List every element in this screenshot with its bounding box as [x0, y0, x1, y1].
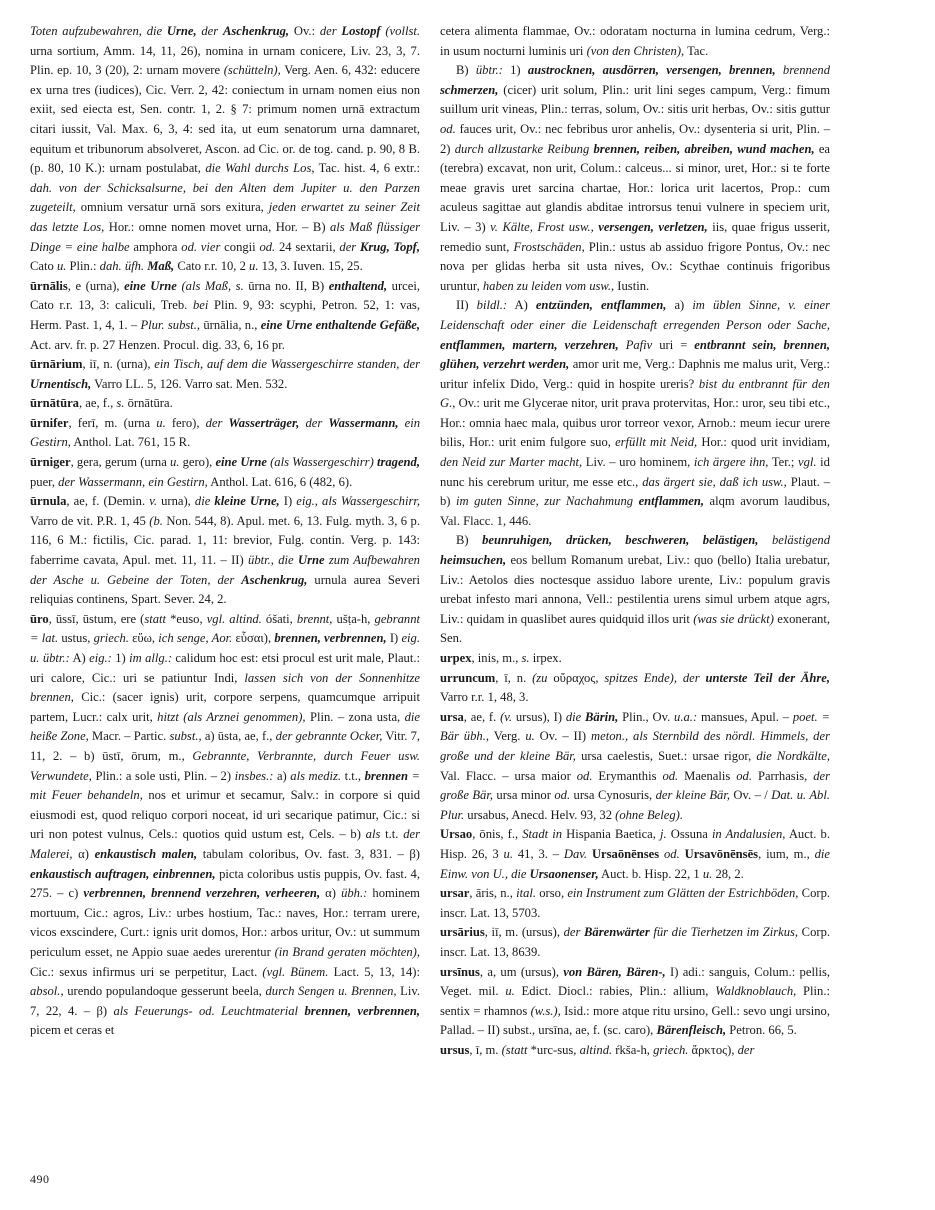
dictionary-entry: ūrnifer, ferī, m. (urna u. fero), der Wasserträger, der Wassermann, ein Gestirn, Anthol. Lat. 761, 15 R.	[30, 415, 420, 450]
dictionary-entry: Ursao, ōnis, f., Stadt in Hispania Baetica, j. Ossuna in Andalusien, Auct. b. Hisp. 26, 3 u. 41, 3. – Dav. Ursaōnēnses od. Ursavōnēnsēs, ium, m., die Einw. von U., die Ursaonenser, Auct. b. Hisp. 22, 1 u. 28, 2.	[440, 827, 830, 881]
dictionary-entry: B) beunruhigen, drücken, beschweren, belästigen, belästigend heimsuchen, eos bellum Romanum urebat, Liv.: quo (bello) Italia urebatur, Liv.: Aetolos dies noctesque assiduo labore urente, Liv.: populum gravis urebat infesto mari annona, Vell.: pestilentia urens simul urbem atque agrs, Liv.: quidam in quaslibet aures quidquid illos urit (was sie drückt) exonerant, Sen.	[440, 533, 831, 646]
dictionary-entry: urruncum, ī, n. (zu οὔραχος, spitzes Ende), der unterste Teil der Ähre, Varro r.r. 1, 48, 3.	[440, 670, 831, 705]
dictionary-entry: B) übtr.: 1) austrocknen, ausdörren, versengen, brennen, brennend schmerzen, (cicer) urit solum, Plin.: urit lini seges campum, Verg.: fimum suillum urit vineas, Plin.: terras, solum, Ov.: sitis urit herbas, Ov.: sitis guttur od. fauces urit, Ov.: nec febribus uror anhelis, Ov.: dysenteria si urit, Plin. – 2) durch allzustarke Reibung brennen, reiben, abreiben, wund machen, ea (terebra) excavat, non urit, Colum.: calceus... si minor, uret, Hor.: si te forte meae gravis uret sarcina chartae, Hor.: lorica urit lacertos, Prop.: cum aculeus sagittae aut glandis abditae introrsus tenui vulnere in speciem urit, Liv. – 3) v. Kälte, Frost usw., versengen, verletzen, iis, quae frigus usserit, remedio sunt, Frostschäden, Plin.: ustus ab assiduo frigore Pontus, Ov.: nec nova per glidas herba sit usta nives, Ov.: Scythae continuis frigoribus uruntur, haben zu leiden vom usw., Iustin.	[440, 63, 831, 293]
left-column	[30, 22, 420, 1041]
right-column	[440, 22, 830, 1060]
dictionary-entry: ūrnātūra, ae, f., s. ōrnātūra.	[30, 396, 173, 411]
dictionary-entry: ūrnārium, iī, n. (urna), ein Tisch, auf dem die Wassergeschirre standen, der Urnentisch, Varro LL. 5, 126. Varro sat. Men. 532.	[30, 357, 420, 391]
dictionary-entry: ūrnālis, e (urna), eine Urne (als Maß, s. ūrna no. II, B) enthaltend, urcei, Cato r.r. 13, 3: caliculi, Treb. bei Plin. 9, 93: scyphi, Petron. 52, 1: vas, Herm. Past. 1, 4, 1. – Plur. subst., ūrnālia, n., eine Urne enthaltende Gefäße, Act. arv. fr. p. 27 Henzen. Procul. dig. 33, 6, 16 pr.	[30, 278, 420, 352]
page-number: 490	[30, 1172, 50, 1186]
dictionary-entry: urpex, inis, m., s. irpex.	[440, 651, 562, 665]
dictionary-entry: ūrnula, ae, f. (Demin. v. urna), die kleine Urne, I) eig., als Wassergeschirr, Varro de vit. P.R. 1, 45 (b. Non. 544, 8). Apul. met. 6, 13. Fulg. myth. 3, 6 p. 116, 6 M.: fictilis, Cic. parad. 1, 11: brevior, Fulg. contin. Verg. p. 143: faberrime cavata, Apul. met. 11, 11. – II) übtr., die Urne zum Aufbewahren der Asche u. Gebeine der Toten, der Aschenkrug, urnula aurea Severi reliquias continens, Spart. Sever. 24, 2.	[30, 494, 420, 607]
dictionary-entry: ursārius, iī, m. (ursus), der Bärenwärter für die Tierhetzen im Zirkus, Corp. inscr. Lat. 13, 8639.	[440, 925, 831, 959]
dictionary-entry: ursa, ae, f. (v. ursus), I) die Bärin, Plin., Ov. u.a.: mansues, Apul. – poet. = Bär übh., Verg. u. Ov. – II) meton., als Sternbild des nördl. Himmels, der große und der kleine Bär, ursa caelestis, Suet.: ursae rigor, die Nordkälte, Val. Flacc. – ursa maior od. Erymanthis od. Maenalis od. Parrhasis, der große Bär, ursa minor od. ursa Cynosuris, der kleine Bär, Ov. – / Dat. u. Abl. Plur. ursabus, Anecd. Helv. 93, 32 (ohne Beleg).	[440, 709, 831, 822]
dictionary-entry: ursus, ī, m. (statt *urc-sus, altind. ŕkša-h, griech. ἄρκτος), der	[440, 1042, 755, 1057]
dictionary-entry: ūro, ūssī, ūstum, ere (statt *euso, vgl. altind. óšati, brennt, ušṭa-h, gebrannt = lat. ustus, griech. εὕω, ich senge, Aor. εὗσαι), brennen, verbrennen, I) eig. u. übtr.: A) eig.: 1) im allg.: calidum hoc est: etsi procul est urit male, Plaut.: uri calore, Cic.: uri se patiuntur Indi, lassen sich von der Sonnenhitze brennen, Cic.: (sacer ignis) urit, corpore serpens, quamcumque arripuit partem, Lucr.: calx urit, hitzt (als Arznei genommen), Plin. – zona usta, die heiße Zone, Macr. – Partic. subst., a) ūsta, ae, f., der gebrannte Ocker, Vitr. 7, 11, 2. – b) ūstī, ōrum, m., Gebrannte, Verbrannte, durch Feuer usw. Verwundete, Plin.: a sole usti, Plin. – 2) insbes.: a) als mediz. t.t., brennen = mit Feuer behandeln, nos et urimur et secamur, Salv.: in corpore si quid eiusmodi est, quod reliquo corpori noceat, id uri secarique patimur, Cic.: si uri non potest vulnus, Cels.: quotios quid ustum est, Cels. – b) als t.t. der Malerei, α) enkaustisch malen, tabulam coloribus, Ov. fast. 3, 831. – β) enkaustisch auftragen, einbrennen, picta coloribus ustis puppis, Ov. fast. 4, 275. – c) verbrennen, brennend verzehren, verheeren, α) übh.: hominem mortuum, Cic.: agros, Liv.: urbes hostium, Tac.: naves, Hor.: terram urere, vicos exscindere, Curt.: ignis urit domos, Hor.: arbos uritur, Ov.: ut summum periculum esset, ne Appio suae aedes urerentur (in Brand geraten möchten), Cic.: sexus infirmus uri se perpetitur, Lact. (vgl. Bünem. Lact. 5, 13, 14): absol., urendo populandoque gesserunt beela, durch Sengen u. Brennen, Liv. 7, 22, 4. – β) als Feuerungs- od. Leuchtmaterial brennen, verbrennen, picem et ceras et	[30, 611, 421, 1038]
dictionary-entry: ursīnus, a, um (ursus), von Bären, Bären-, I) adi.: sanguis, Colum.: pellis, Veget. mil. u. Edict. Diocl.: rabies, Plin.: allium, Waldknoblauch, Plin.: sentix = rhamnos (w.s.), Isid.: more atque ritu ursino, Gell.: sevo ungi ursino, Pallad. – II) subst., ursīna, ae, f. (sc. caro), Bärenfleisch, Petron. 66, 5.	[440, 964, 830, 1038]
dictionary-entry: ursar, āris, n., ital. orso, ein Instrument zum Glätten der Estrichböden, Corp. inscr. Lat. 13, 5703.	[440, 886, 831, 920]
dictionary-entry: ūrniger, gera, gerum (urna u. gero), eine Urne (als Wassergeschirr) tragend, puer, der Wassermann, ein Gestirn, Anthol. Lat. 616, 6 (482, 6).	[30, 455, 420, 489]
dictionary-entry: cetera alimenta flammae, Ov.: odoratam nocturna in lumina cedrum, Verg.: in usum nocturni luminis uri (von den Christen), Tac.	[440, 24, 830, 58]
dictionary-entry: Toten aufzubewahren, die Urne, der Aschenkrug, Ov.: der Lostopf (vollst. urna sortium, Amm. 14, 11, 26), nomina in urnam conicere, Liv. 23, 3, 7. Plin. ep. 10, 3 (20), 2: urnam movere (schütteln), Verg. Aen. 6, 432: educere ex urna tres (iudices), Cic. Verr. 2, 42: coniectum in urnam nomen eius non exiit, sed eiecta est, Sen. contr. 1, 2. § 7: primum nomen urnā extractum citari iussit, Val. Max. 6, 3, 4: sed ita, ut eum senatorum urna damnaret, equitum et tribunorum absolveret, Ascon. ad Cic. or. de tog. cand. p. 90, 8 B. (p. 80, 10 K.): urnam postulabat, die Wahl durchs Los, Tac. hist. 4, 6 extr.: dah. von der Schicksalsurne, bei den Alten dem Jupiter u. den Parzen zugeteilt, omnium versatur urnā sors exitura, jeden erwartet zu seiner Zeit das letzte Los, Hor.: omne nomen movet urna, Hor. – B) als Maß flüssiger Dinge = eine halbe amphora od. vier congii od. 24 sextarii, der Krug, Topf, Cato u. Plin.: dah. üfh. Maß, Cato r.r. 10, 2 u. 13, 3. Iuven. 15, 25.	[30, 24, 421, 274]
dictionary-entry: II) bildl.: A) entzünden, entflammen, a) im üblen Sinne, v. einer Leidenschaft oder einer die Leidenschaft erregenden Person oder Sache, entflammen, martern, verzehren, Pafiv uri = entbrannt sein, brennen, glühen, verzehrt werden, amor urit me, Verg.: Daphnis me malus urit, Verg.: uritur infelix Dido, Verg.: quid in hospite ureris? bist du entbrannt für den G., Ov.: urit me Glycerae nitor, urit prava protervitas, Hor.: uror, seu tibi etc., Hor.: omnia haec mala, quibus uror torreor vexor, Arnob.: meum iecur urere bilis, Hor.: urit enim fulgore suo, erfüllt mit Neid, Hor.: quod urit invidiam, den Neid zur Marter macht, Liv. – uro hominem, ich ärgere ihn, Ter.; vgl. id nunc his cerebrum uritur, me esse etc., das ärgert sie, daß ich usw., Plaut. – b) im guten Sinne, zur Nachahmung entflammen, alqm avorum laudibus, Val. Flacc. 1, 446.	[440, 298, 831, 528]
